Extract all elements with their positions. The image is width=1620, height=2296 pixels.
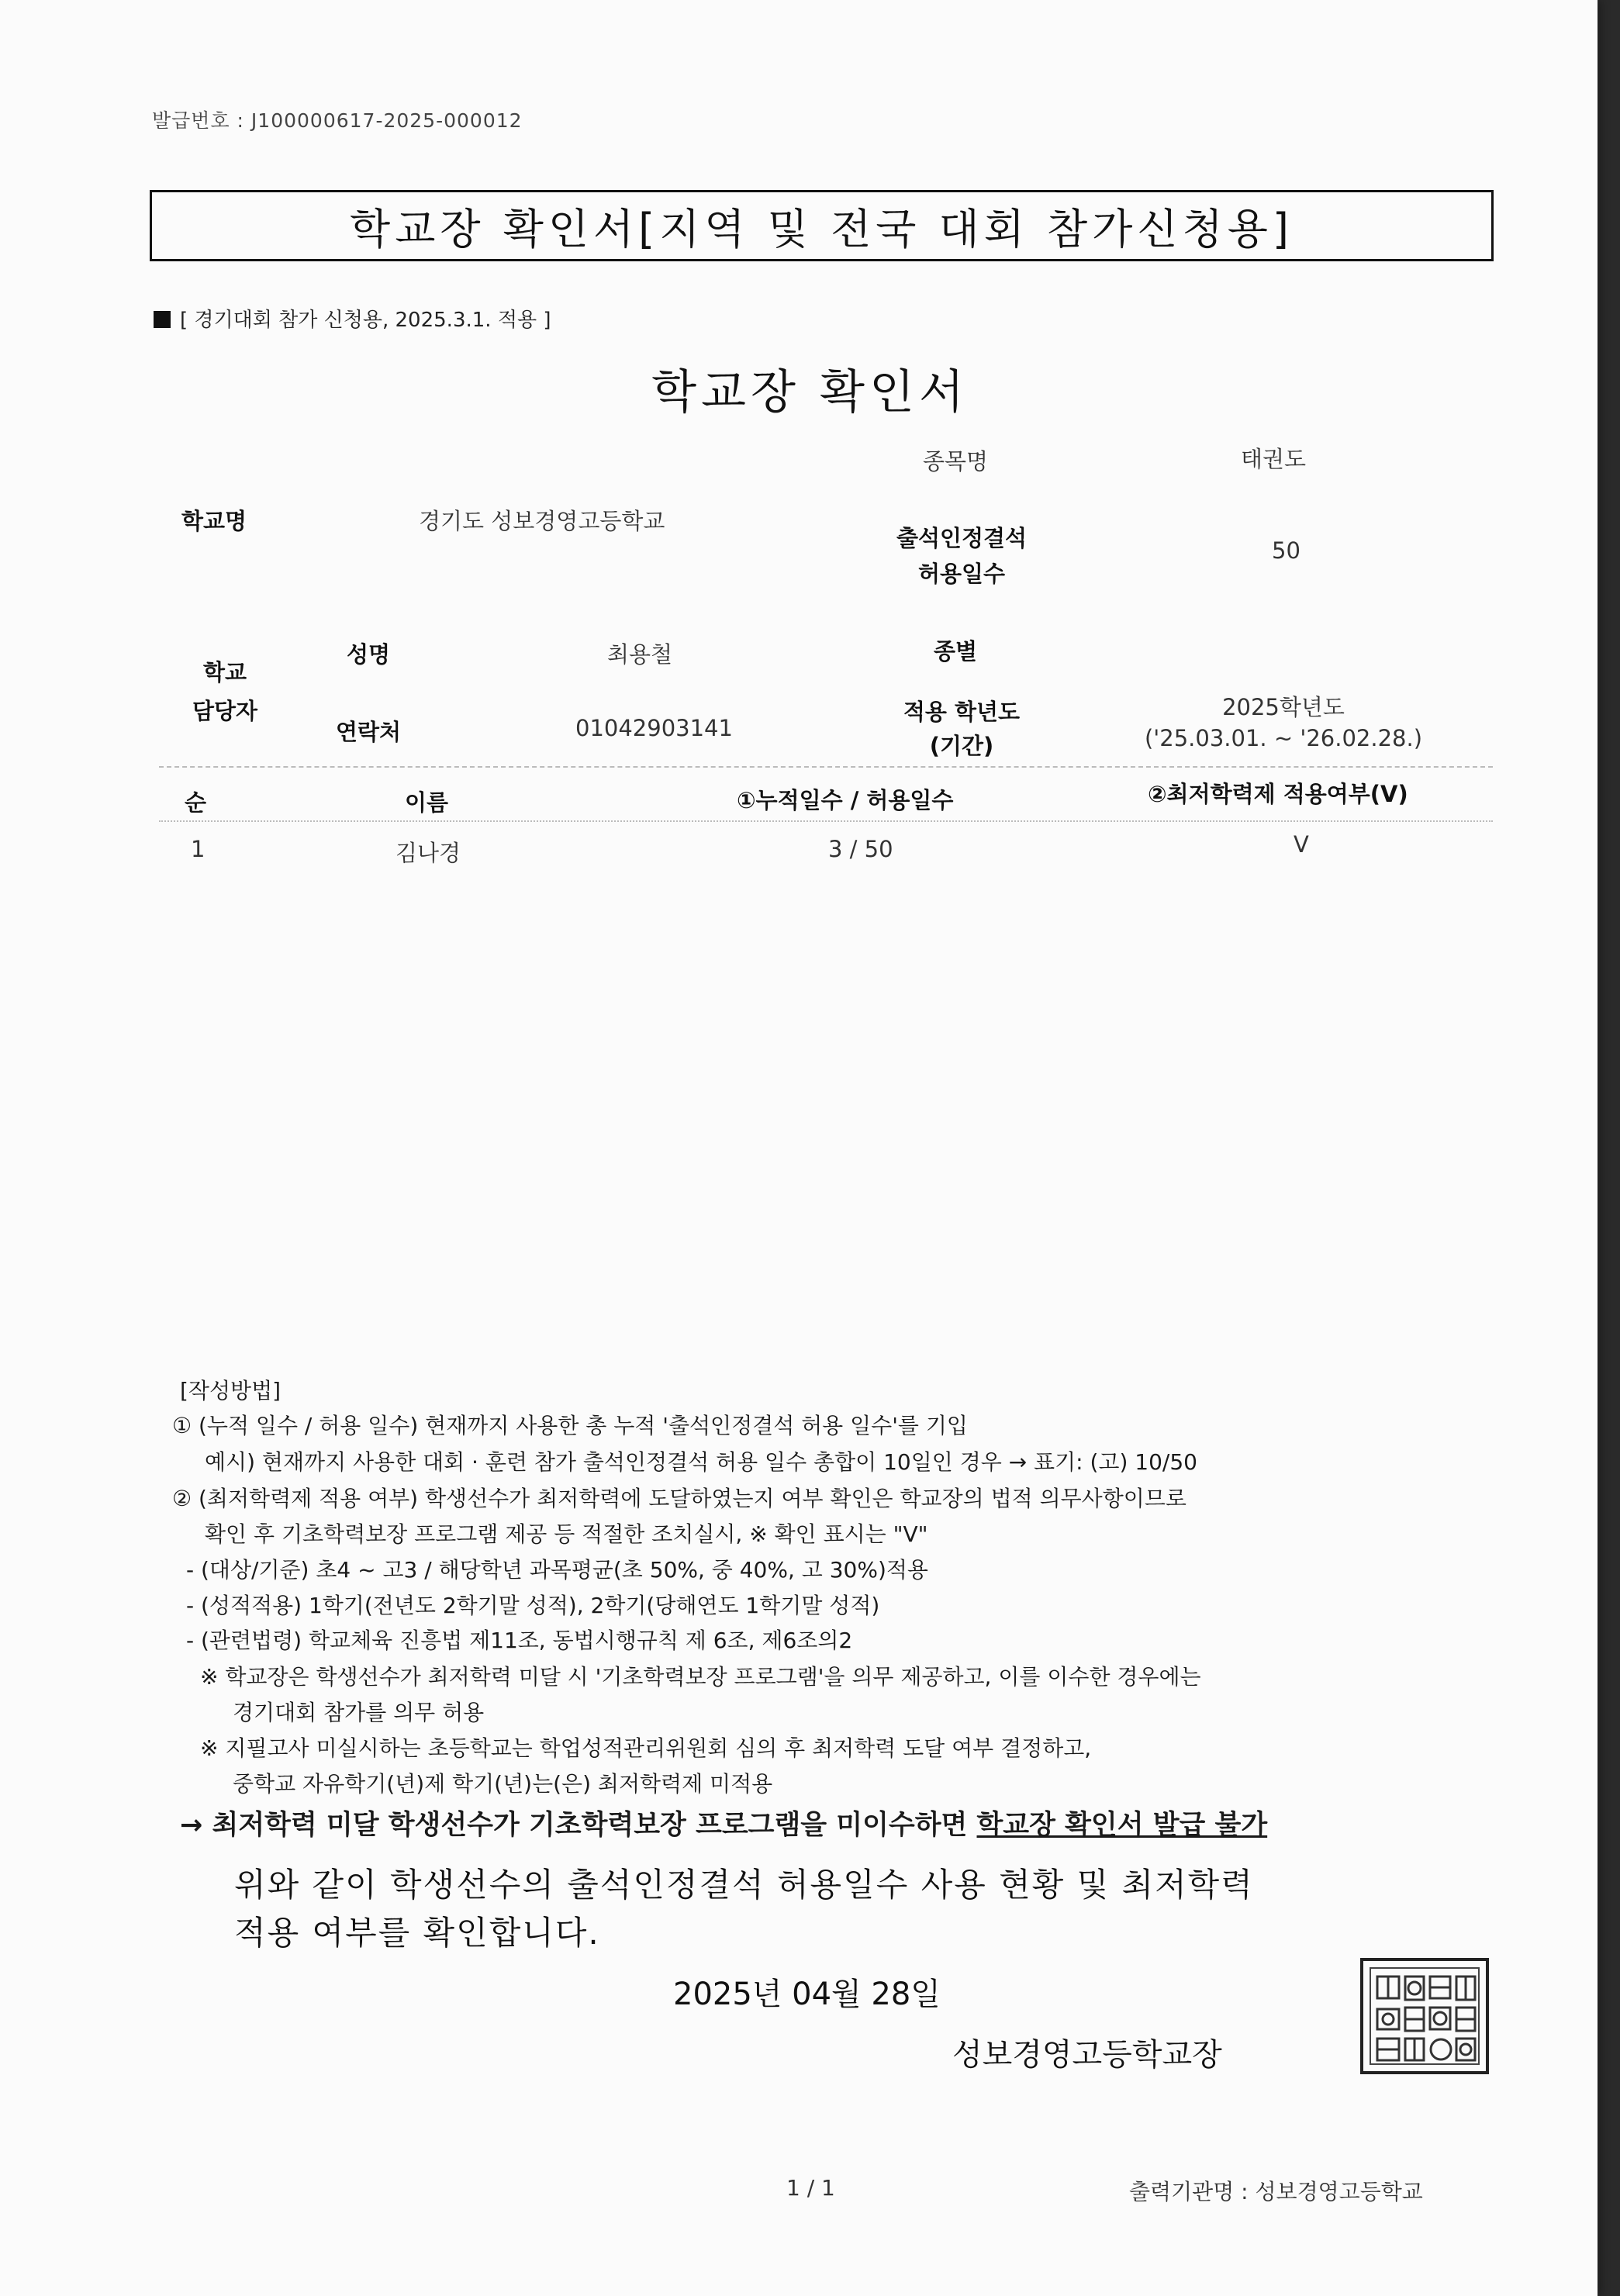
year-label-2: (기간) [929, 733, 994, 759]
note-line-9: 경기대회 참가를 의무 허용 [233, 1700, 485, 1725]
document-title: 학교장 확인서[지역 및 전국 대회 참가신청용] [350, 204, 1294, 254]
note-line-3: ② (최저학력제 적용 여부) 학생선수가 최저학력에 도달하였는지 여부 확인은 학교장의 법적 의무사항이므로 [172, 1486, 1187, 1511]
note-line-8: ※ 학교장은 학생선수가 최저학력 미달 시 '기초학력보장 프로그램'을 의무 제공하고, 이를 이수한 경우에는 [200, 1664, 1201, 1690]
principal-name: 성보경영고등학교장 [952, 2037, 1222, 2073]
conclusion-line-1: 위와 같이 학생선수의 출석인정결석 허용일수 사용 현황 및 최저학력 [234, 1866, 1254, 1904]
row-name: 김나경 [396, 840, 461, 866]
school-value: 경기도 성보경영고등학교 [419, 508, 665, 534]
allowed-days-value: 50 [1272, 537, 1300, 564]
square-bullet-icon [154, 311, 171, 328]
note-arrow-line [180, 1804, 1267, 1842]
allowed-days-label-1: 출석인정결석 [896, 525, 1028, 551]
note-line-1: ① (누적 일수 / 허용 일수) 현재까지 사용한 총 누적 '출석인정결석 허용 일수'를 기입 [172, 1413, 968, 1438]
document-title-box [150, 190, 1494, 261]
type-label: 종별 [934, 638, 978, 665]
notes-heading: [작성방법] [180, 1378, 282, 1403]
table-header-no: 순 [185, 789, 207, 816]
contact-label: 연락처 [336, 719, 402, 745]
seal-glyphs-icon [1371, 1969, 1481, 2066]
note-line-4: 확인 후 기초학력보장 프로그램 제공 등 적절한 조치실시, ※ 확인 표시는 "V" [205, 1521, 928, 1547]
issue-number: 발급번호 : J100000617-2025-000012 [152, 109, 523, 132]
table-header-divider [159, 820, 1493, 822]
usage-note-text: [ 경기대회 참가 신청용, 2025.3.1. 적용 ] [180, 309, 551, 332]
manager-label-2: 담당자 [192, 698, 258, 724]
table-header-name: 이름 [405, 789, 449, 816]
conclusion-line-2: 적용 여부를 확인합니다. [234, 1914, 600, 1952]
sport-value: 태권도 [1241, 446, 1307, 472]
year-value-1: 2025학년도 [1222, 694, 1345, 720]
note-line-11: 중학교 자유학기(년)제 학기(년)는(은) 최저학력제 미적용 [233, 1771, 773, 1797]
issue-date: 2025년 04월 28일 [673, 1977, 941, 2012]
note-line-7: - (관련법령) 학교체육 진흥법 제11조, 동법시행규칙 제 6조, 제6조의2 [186, 1628, 853, 1653]
output-organization: 출력기관명 : 성보경영고등학교 [1129, 2179, 1423, 2205]
official-seal-inner [1370, 1967, 1480, 2065]
table-header-days: ①누적일수 / 허용일수 [737, 787, 954, 813]
sport-label: 종목명 [923, 448, 989, 475]
contact-value: 01042903141 [575, 715, 733, 741]
note-arrow-emphasis: 학교장 확인서 발급 불가 [976, 1810, 1268, 1841]
name-label: 성명 [347, 641, 391, 668]
page-number: 1 / 1 [786, 2175, 835, 2201]
row-no: 1 [191, 836, 206, 862]
school-label: 학교명 [181, 508, 247, 534]
note-line-2: 예시) 현재까지 사용한 대회 · 훈련 참가 출석인정결석 허용 일수 총합이 10일인 경우 → 표기: (고) 10/50 [205, 1449, 1197, 1475]
row-days: 3 / 50 [828, 836, 893, 862]
year-label-1: 적용 학년도 [903, 699, 1021, 725]
allowed-days-label-2: 허용일수 [917, 561, 1006, 587]
note-arrow-prefix: → 최저학력 미달 학생선수가 기초학력보장 프로그램을 미이수하면 [180, 1810, 977, 1841]
name-value: 최용철 [607, 641, 673, 668]
divider-line [159, 766, 1493, 768]
row-minimum: V [1294, 831, 1309, 858]
form-title: 학교장 확인서 [651, 365, 969, 419]
manager-label-1: 학교 [202, 659, 247, 685]
note-line-10: ※ 지필고사 미실시하는 초등학교는 학업성적관리위원회 심의 후 최저학력 도달 여부 결정하고, [200, 1735, 1092, 1761]
note-line-5: - (대상/기준) 초4 ~ 고3 / 해당학년 과목평균(초 50%, 중 40%, 고 30%)적용 [186, 1557, 928, 1583]
table-header-minimum: ②최저학력제 적용여부(V) [1148, 781, 1408, 807]
note-line-6: - (성적적용) 1학기(전년도 2학기말 성적), 2학기(당해연도 1학기말 성적) [186, 1593, 880, 1618]
usage-note [154, 304, 551, 333]
year-value-2: ('25.03.01. ~ '26.02.28.) [1144, 725, 1423, 751]
official-seal [1360, 1958, 1489, 2074]
